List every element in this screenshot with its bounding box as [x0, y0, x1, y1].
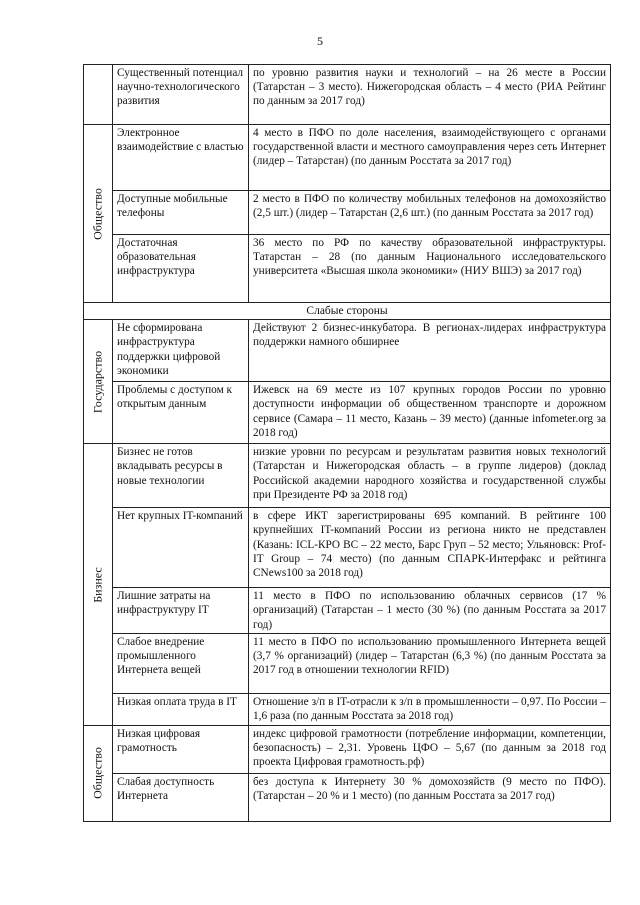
table-row — [84, 191, 611, 235]
row-description: без доступа к Интернету 30 % домохозяйств (9 место по ПФО). (Татарстан – 20 % и 1 место) (по данным Росстата за 2017 год) — [249, 773, 611, 821]
row-label: Не сформирована инфраструктура поддержки цифровой экономики — [113, 320, 249, 382]
row-label: Низкая оплата труда в IT — [113, 693, 249, 725]
row-label: Нет крупных IT-компаний — [113, 508, 249, 588]
row-label: Доступные мобильные телефоны — [113, 191, 249, 235]
row-label: Слабая доступность Интернета — [113, 773, 249, 821]
group-label-state: Государство — [90, 350, 105, 413]
row-description: 4 место в ПФО по доле населения, взаимодействующего с органами государственной власти и местного самоуправления через сеть Интернет (лидер – Татарстан) (по данным Росстата за 2017 год) — [249, 125, 611, 191]
row-description: 11 место в ПФО по использованию облачных сервисов (17 % организаций) (Татарстан – 1 место (30 %) (по данным Росстата за 2017 год) — [249, 588, 611, 633]
table-row — [84, 235, 611, 303]
section-title-weak: Слабые стороны — [84, 303, 611, 320]
table-row — [84, 444, 611, 508]
row-description: Действуют 2 бизнес-инкубатора. В регионах-лидерах инфраструктура поддержки намного обширнее — [249, 320, 611, 382]
group-label-business: Бизнес — [90, 566, 105, 603]
row-description: 36 место по РФ по качеству образовательной инфраструктуры. Татарстан – 28 (по данным Национального исследовательского университета «Высшая школа экономики» (НИУ ВШЭ) за 2017 год) — [249, 235, 611, 303]
page-number: 5 — [317, 34, 323, 48]
row-description: индекс цифровой грамотности (потребление информации, компетенции, безопасность) – 2,31. Уровень ЦФО – 5,67 (по данным за 2018 год проекта Цифровая грамотность.рф) — [249, 725, 611, 773]
row-description: по уровню развития науки и технологий – на 26 месте в России (Татарстан – 3 место). Нижегородская область – 4 место (РИА Рейтинг по данным за 2017 год) — [249, 65, 611, 125]
table-row — [84, 65, 611, 125]
table-row — [84, 588, 611, 633]
row-label: Низкая цифровая грамотность — [113, 725, 249, 773]
table-row — [84, 633, 611, 693]
row-label: Электронное взаимодействие с властью — [113, 125, 249, 191]
row-description: низкие уровни по ресурсам и результатам развития новых технологий (Татарстан и Нижегородская область – в группе лидеров) (доклад Российской академии народного хозяйства и государственной службы при Президенте РФ за 2018 год) — [249, 444, 611, 508]
row-label: Лишние затраты на инфраструктуру IT — [113, 588, 249, 633]
table-row — [84, 773, 611, 821]
row-label: Слабое внедрение промышленного Интернета вещей — [113, 633, 249, 693]
row-label: Достаточная образовательная инфраструктура — [113, 235, 249, 303]
row-label: Бизнес не готов вкладывать ресурсы в новые технологии — [113, 444, 249, 508]
table-row — [84, 382, 611, 444]
group-cell-society — [84, 125, 113, 303]
swot-table — [83, 64, 611, 822]
row-label: Существенный потенциал научно-технологического развития — [113, 65, 249, 125]
row-description: Ижевск на 69 месте из 107 крупных городов России по уровню доступности информации об общественном транспорте и дорожном сервисе (Самара – 11 место, Казань – 39 место) (данные infometer.org за 2018 год) — [249, 382, 611, 444]
table-row — [84, 125, 611, 191]
row-label: Проблемы с доступом к открытым данным — [113, 382, 249, 444]
row-description: 2 место в ПФО по количеству мобильных телефонов на домохозяйство (2,5 шт.) (лидер – Татарстан (2,6 шт.) (по данным Росстата за 2017 год) — [249, 191, 611, 235]
table-row — [84, 508, 611, 588]
table-row — [84, 320, 611, 382]
row-description: 11 место в ПФО по использованию промышленного Интернета вещей (3,7 % организаций) (лидер – Татарстан (6,3 %) (по данным Росстата за 2017 год в отношении технологии RFID) — [249, 633, 611, 693]
group-cell-continued — [84, 65, 113, 125]
row-description: в сфере ИКТ зарегистрированы 695 компаний. В рейтинге 100 крупнейших IT-компаний России из региона никто не представлен (Казань: ICL-КРО ВС – 22 место, Барс Груп – 52 место; Ульяновск: Prof-IT Group – 74 место) (по данным СПАРК-Интерфакс и рейтинга CNews100 за 2018 год) — [249, 508, 611, 588]
table-row — [84, 725, 611, 773]
row-description: Отношение з/п в IT-отрасли к з/п в промышленности – 0,97. По России – 1,6 раза (по данным Росстата за 2018 год) — [249, 693, 611, 725]
group-cell-business — [84, 444, 113, 725]
group-label-society: Общество — [90, 187, 105, 240]
section-header-row — [84, 303, 611, 320]
group-cell-state — [84, 320, 113, 444]
group-cell-society-weak — [84, 725, 113, 821]
table-row — [84, 693, 611, 725]
group-label-society-weak: Общество — [90, 747, 105, 800]
